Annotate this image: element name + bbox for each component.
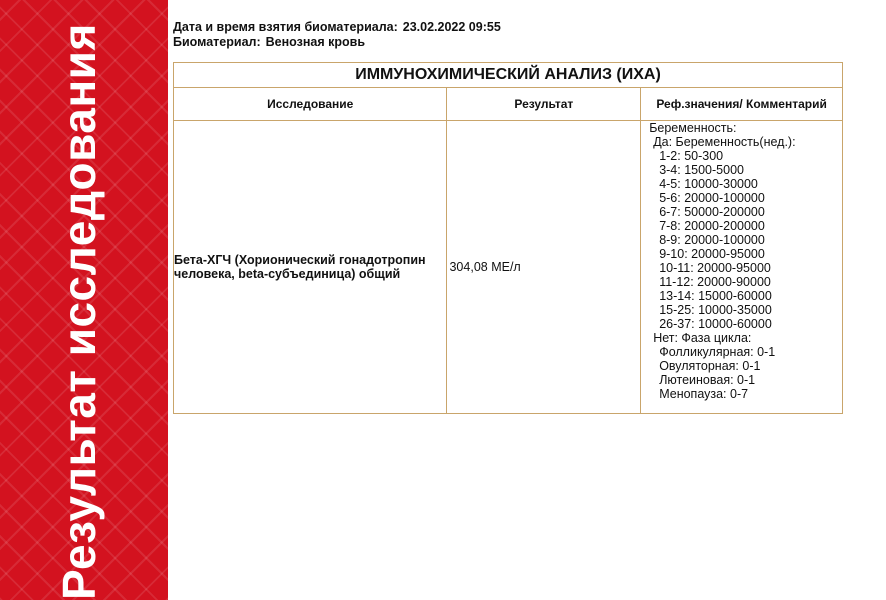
biomaterial-value: Венозная кровь (265, 35, 366, 49)
ref-week: 13-14: 15000-60000 (659, 289, 772, 303)
test-result: 304,08 МЕ/л (447, 121, 641, 414)
column-header-reference: Реф.значения/ Комментарий (641, 88, 843, 121)
sample-header (173, 20, 501, 50)
collection-date-value: 23.02.2022 09:55 (402, 20, 501, 34)
ref-no-label: Нет: Фаза цикла: (653, 331, 752, 345)
ref-phase: Фолликулярная: 0-1 (659, 345, 776, 359)
ref-phase: Овуляторная: 0-1 (659, 359, 761, 373)
ref-week: 8-9: 20000-100000 (659, 233, 765, 247)
ref-week: 6-7: 50000-200000 (659, 205, 765, 219)
biomaterial-row (173, 35, 501, 50)
side-banner-text: Результат исследования (53, 23, 105, 600)
ref-week: 4-5: 10000-30000 (659, 177, 758, 191)
test-name: Бета-ХГЧ (Хорионический гонадотропин человека, beta-субъединица) общий (174, 121, 447, 414)
ref-phase: Менопауза: 0-7 (659, 387, 749, 401)
collection-date-row (173, 20, 501, 35)
ref-week: 26-37: 10000-60000 (659, 317, 772, 331)
ref-week: 5-6: 20000-100000 (659, 191, 765, 205)
ref-week: 3-4: 1500-5000 (659, 163, 744, 177)
column-header-test: Исследование (174, 88, 447, 121)
reference-values (641, 121, 843, 414)
table-title: ИММУНОХИМИЧЕСКИЙ АНАЛИЗ (ИХА) (174, 63, 843, 88)
ref-week: 9-10: 20000-95000 (659, 247, 765, 261)
collection-date-label: Дата и время взятия биоматериала: (173, 20, 398, 34)
ref-week: 7-8: 20000-200000 (659, 219, 765, 233)
column-header-result: Результат (447, 88, 641, 121)
results-table (173, 62, 843, 414)
ref-heading: Беременность: (649, 121, 737, 135)
side-banner (0, 0, 168, 600)
ref-yes-label: Да: Беременность(нед.): (653, 135, 796, 149)
ref-phase: Лютеиновая: 0-1 (659, 373, 756, 387)
ref-week: 10-11: 20000-95000 (659, 261, 771, 275)
table-row (174, 121, 843, 414)
ref-week: 11-12: 20000-90000 (659, 275, 771, 289)
ref-week: 15-25: 10000-35000 (659, 303, 772, 317)
biomaterial-label: Биоматериал: (173, 35, 261, 49)
ref-week: 1-2: 50-300 (659, 149, 724, 163)
